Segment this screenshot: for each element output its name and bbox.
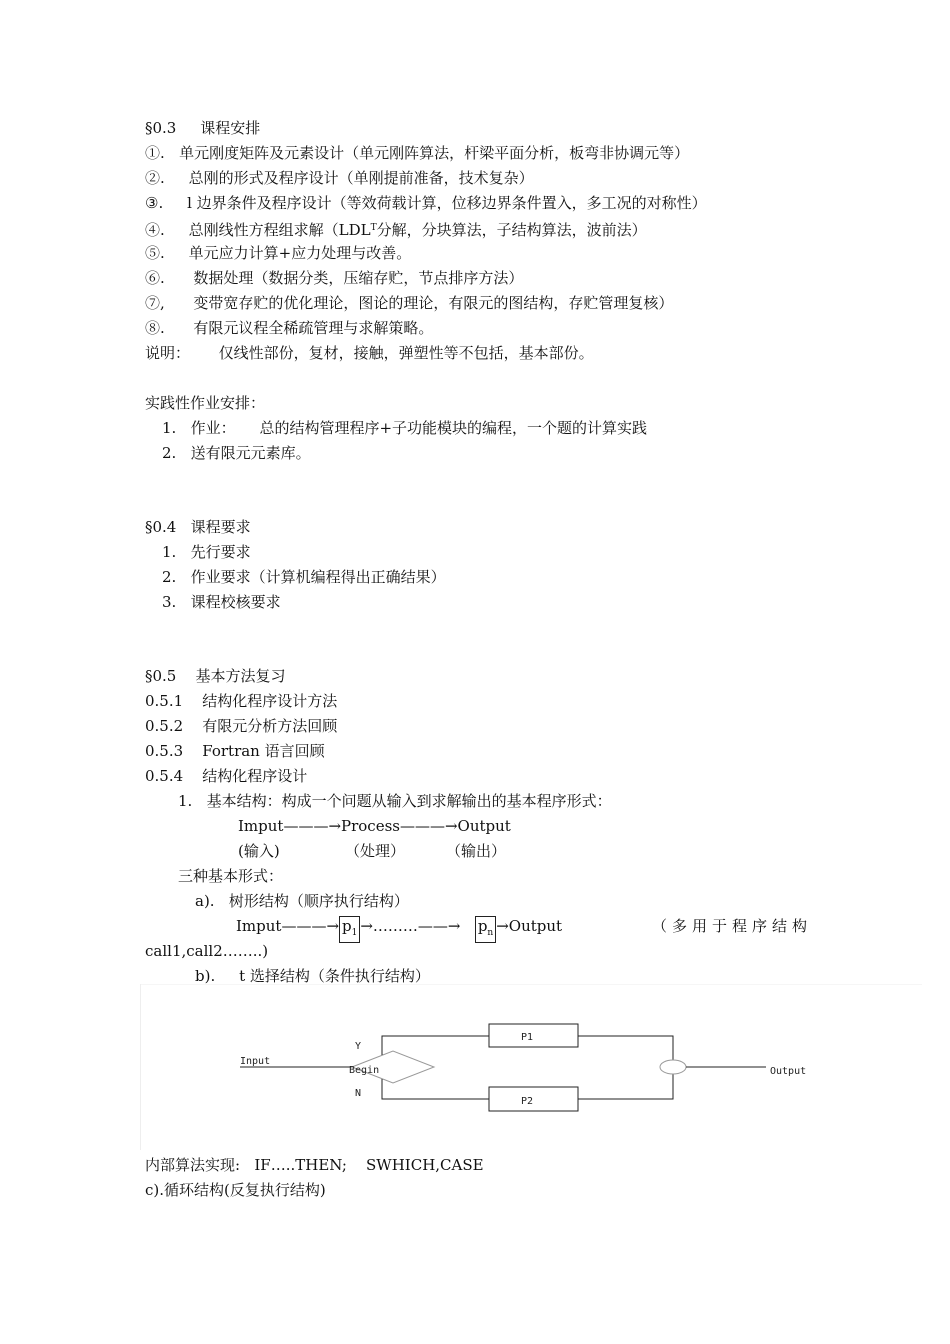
- item-marker: ③.: [145, 194, 164, 212]
- p2-out-line: [578, 1074, 673, 1099]
- superscript-t: T: [370, 223, 377, 233]
- diagram-output-label: Output: [770, 1066, 807, 1077]
- flow-start: Imput———→: [236, 917, 340, 935]
- note-text: 仅线性部份，复材，接触，弹塑性等不包括，基本部份。: [218, 344, 594, 362]
- list-item: [162, 418, 647, 438]
- p1-out-line: [578, 1036, 673, 1060]
- yes-branch-line: [382, 1036, 489, 1055]
- form-c-line: c).循环结构(反复执行结构): [145, 1181, 326, 1199]
- list-item: [162, 542, 251, 562]
- item-text: 单元应力计算+应力处理与改善。: [188, 244, 412, 262]
- list-item: [145, 243, 411, 263]
- item-number: 1.: [162, 419, 177, 437]
- flow-end: →Output: [496, 917, 563, 935]
- list-item: [162, 443, 311, 463]
- item-marker: ⑧.: [145, 319, 165, 337]
- form-a-line: [195, 891, 409, 911]
- subsection-number: 0.5.3: [145, 742, 184, 760]
- diagram-begin-label: Begin: [349, 1065, 380, 1076]
- list-item: [145, 193, 707, 213]
- process-box-p2: [489, 1087, 578, 1111]
- subsection-number: 0.5.4: [145, 767, 184, 785]
- form-title: 树形结构（顺序执行结构）: [228, 892, 409, 910]
- box-p1: $p_1$: [339, 916, 360, 943]
- item-text: 有限元议程全稀疏管理与求解策略。: [193, 319, 434, 337]
- item-label: 作业：: [190, 419, 236, 437]
- item-text: 先行要求: [190, 543, 251, 561]
- diagram-p1-label: P1: [521, 1032, 534, 1043]
- item-marker: ④.: [145, 221, 165, 239]
- heading-number: §0.5: [145, 667, 177, 685]
- item-number: 1.: [178, 792, 193, 810]
- process-box-p1: [489, 1024, 578, 1047]
- list-item: [145, 218, 647, 240]
- list-item: [145, 293, 673, 313]
- form-label: a).: [195, 892, 215, 910]
- flow-middle: →………——→: [360, 917, 461, 935]
- diagram-no-label: N: [355, 1088, 362, 1099]
- impl-label: 内部算法实现:: [145, 1156, 241, 1174]
- form-title: t 选择结构（条件执行结构）: [239, 967, 430, 985]
- heading-title: 基本方法复习: [195, 667, 286, 685]
- merge-node: [660, 1060, 686, 1074]
- item-text: 课程校核要求: [190, 593, 281, 611]
- item-text: 送有限元元素库。: [190, 444, 311, 462]
- no-branch-line: [382, 1079, 489, 1099]
- item-number: 3.: [162, 593, 177, 611]
- impl-text-2: SWHICH,CASE: [366, 1156, 484, 1174]
- item-text-a: 总刚线性方程组求解（LDL: [188, 221, 371, 239]
- list-item: [162, 592, 281, 612]
- form-a-note-cont: call1,call2……..): [145, 942, 269, 960]
- subsection: [145, 741, 325, 761]
- form-a-flow: [236, 916, 562, 943]
- item-text: 作业要求（计算机编程得出正确结果）: [190, 568, 446, 586]
- heading-number: §0.3: [145, 119, 177, 137]
- item-marker: ⑥.: [145, 269, 165, 287]
- heading-number: §0.4: [145, 518, 177, 536]
- item-marker: ⑤.: [145, 244, 165, 262]
- flow-label-process: （处理）: [345, 842, 406, 860]
- subsection-text: 结构化程序设计方法: [202, 692, 338, 710]
- list-item: [145, 318, 433, 338]
- item-text: l 边界条件及程序设计（等效荷载计算，位移边界条件置入，多工况的对称性）: [187, 194, 707, 212]
- item-marker: ②.: [145, 169, 165, 187]
- three-forms-label: 三种基本形式：: [178, 867, 284, 885]
- selection-structure-diagram: [140, 984, 922, 1150]
- heading-title: 课程安排: [200, 119, 261, 137]
- section-0-3-heading: [145, 118, 260, 138]
- subsection-text: 有限元分析方法回顾: [202, 717, 338, 735]
- section-0-5-heading: [145, 666, 285, 686]
- diagram-yes-label: Y: [355, 1041, 362, 1052]
- note-label: 说明：: [145, 344, 191, 362]
- box-pn: $p_n$: [475, 916, 496, 943]
- item-number: 2.: [162, 568, 177, 586]
- flow-line: Imput———→Process———→Output: [238, 817, 511, 835]
- list-item: [145, 143, 689, 163]
- subsection-number: 0.5.2: [145, 717, 184, 735]
- practice-title: 实践性作业安排：: [145, 394, 266, 412]
- form-a-note: （多用于程序结构: [652, 917, 813, 935]
- item-marker: ①.: [145, 144, 165, 162]
- basic-structure-line: [178, 791, 612, 811]
- item-text: 数据处理（数据分类，压缩存贮，节点排序方法）: [193, 269, 524, 287]
- item-text: 单元刚度矩阵及元素设计（单元刚阵算法，杆梁平面分析，板弯非协调元等）: [179, 144, 690, 162]
- list-item: [145, 268, 523, 288]
- diagram-input-label: Input: [240, 1056, 271, 1067]
- form-label: b).: [195, 967, 216, 985]
- subsection-text: Fortran 语言回顾: [202, 742, 325, 760]
- item-number: 2.: [162, 444, 177, 462]
- list-item: [162, 567, 446, 587]
- item-number: 1.: [162, 543, 177, 561]
- section-0-4-heading: [145, 517, 251, 537]
- subsection-number: 0.5.1: [145, 692, 184, 710]
- note-line: [145, 343, 594, 363]
- item-text: 总的结构管理程序+子功能模块的编程，一个题的计算实践: [259, 419, 648, 437]
- list-item: [145, 168, 534, 188]
- impl-text: IF…..THEN;: [254, 1156, 347, 1174]
- item-text-b: 分解，分块算法，子结构算法，波前法）: [376, 221, 647, 239]
- subsection: [145, 691, 337, 711]
- heading-title: 课程要求: [190, 518, 251, 536]
- form-b-line: [195, 966, 430, 986]
- item-marker: ⑦,: [145, 294, 165, 312]
- flow-label-input: (输入): [238, 842, 280, 860]
- item-text: 变带宽存贮的优化理论，图论的理论，有限元的图结构，存贮管理复核）: [193, 294, 674, 312]
- subsection: [145, 766, 307, 786]
- subsection-text: 结构化程序设计: [202, 767, 308, 785]
- diagram-p2-label: P2: [521, 1096, 534, 1107]
- item-text: 基本结构：构成一个问题从输入到求解输出的基本程序形式：: [206, 792, 612, 810]
- flow-label-output: （输出）: [446, 842, 507, 860]
- subsection: [145, 716, 337, 736]
- item-text: 总刚的形式及程序设计（单刚提前准备，技术复杂）: [188, 169, 534, 187]
- impl-line: [145, 1155, 484, 1175]
